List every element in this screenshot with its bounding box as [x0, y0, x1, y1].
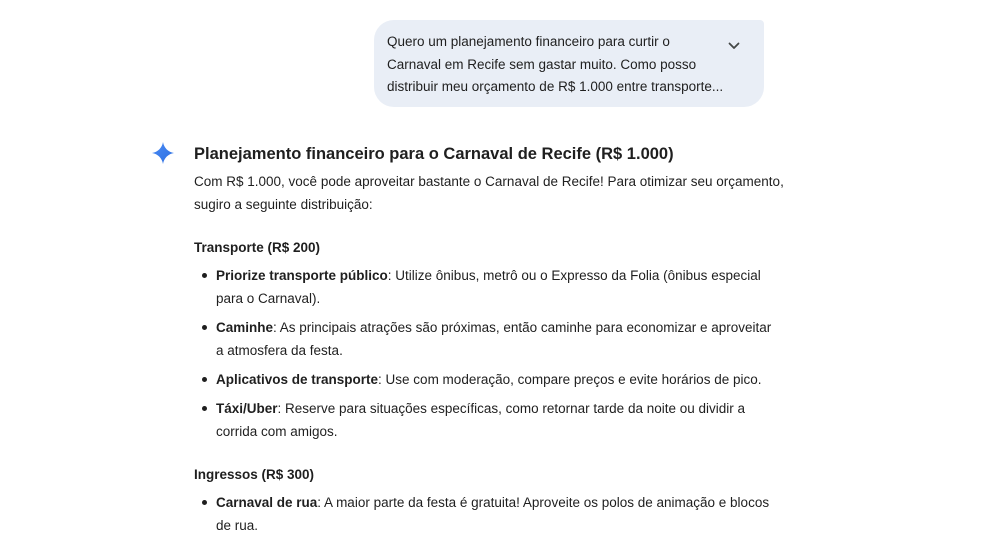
item-text: : Utilize ônibus, metrô ou o Expresso da Folia (ônibus especial	[387, 268, 761, 283]
list-item	[194, 316, 774, 362]
user-message-line: Carnaval em Recife sem gastar muito. Como posso	[387, 56, 697, 72]
expand-message-button[interactable]	[724, 36, 744, 56]
item-text-cont: corrida com amigos.	[216, 424, 338, 439]
list-item	[194, 368, 774, 391]
transporte-list	[194, 264, 774, 443]
item-text-cont: para o Carnaval).	[216, 291, 321, 306]
item-text: : Use com moderação, compare preços e evite horários de pico.	[378, 372, 762, 387]
item-text: : A maior parte da festa é gratuita! Aproveite os polos de animação e blocos	[317, 495, 770, 510]
list-item	[194, 397, 774, 443]
user-message-line: Quero um planejamento financeiro para curtir o	[387, 34, 670, 49]
intro-line: sugiro a seguinte distribuição:	[194, 197, 373, 212]
item-label: Carnaval de rua	[216, 495, 318, 510]
item-label: Priorize transporte público	[216, 268, 388, 283]
intro-line: Com R$ 1.000, você pode aproveitar bastante o Carnaval de Recife! Para otimizar seu orçamento,	[194, 174, 784, 189]
response-title: Planejamento financeiro para o Carnaval de Recife (R$ 1.000)	[194, 145, 674, 163]
assistant-response	[194, 142, 784, 543]
user-message-line: distribuir meu orçamento de R$ 1.000 entre transporte...	[387, 79, 724, 94]
ingressos-list	[194, 491, 774, 537]
list-item	[194, 264, 774, 310]
item-label: Táxi/Uber	[216, 401, 278, 416]
section-heading-ingressos: Ingressos (R$ 300)	[194, 467, 315, 482]
list-item	[194, 491, 774, 537]
item-text: : As principais atrações são próximas, então caminhe para economizar e aproveitar	[273, 320, 772, 335]
item-label: Caminhe	[216, 320, 274, 335]
item-text: : Reserve para situações específicas, como retornar tarde da noite ou dividir a	[277, 401, 746, 416]
chevron-down-icon	[728, 42, 740, 50]
section-heading-transporte: Transporte (R$ 200)	[194, 240, 321, 255]
item-text-cont: de rua.	[216, 518, 259, 533]
user-message-bubble	[374, 20, 764, 107]
sparkle-icon	[151, 141, 175, 165]
item-label: Aplicativos de transporte	[216, 372, 379, 387]
item-text-cont: a atmosfera da festa.	[216, 343, 343, 358]
intro-paragraph	[194, 170, 784, 216]
